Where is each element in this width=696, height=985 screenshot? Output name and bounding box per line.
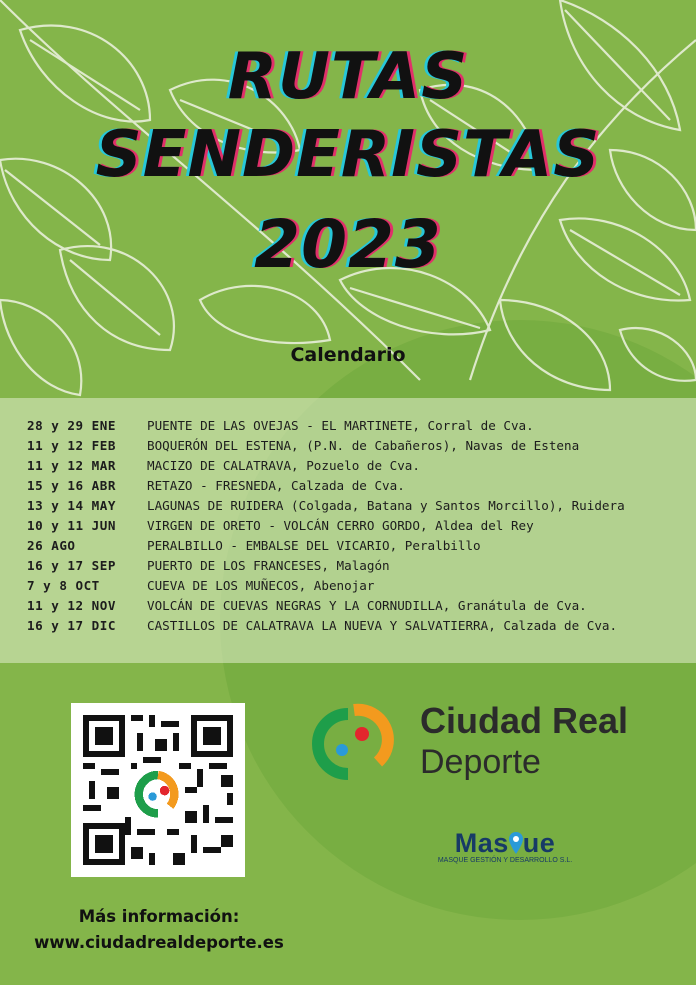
route-name: MACIZO DE CALATRAVA, Pozuelo de Cva. bbox=[147, 458, 420, 473]
masque-name-part2: ue bbox=[522, 828, 556, 858]
masque-name bbox=[430, 828, 580, 859]
masque-logo bbox=[430, 828, 580, 864]
route-name: VIRGEN DE ORETO - VOLCÁN CERRO GORDO, Aldea del Rey bbox=[147, 518, 534, 533]
route-date: 13 y 14 MAY bbox=[27, 498, 116, 513]
calendar-row bbox=[0, 578, 696, 598]
calendar-row bbox=[0, 598, 696, 618]
calendar-row bbox=[0, 458, 696, 478]
qr-code-icon bbox=[71, 703, 245, 877]
qr-code[interactable] bbox=[71, 703, 245, 877]
title-year: 2023 bbox=[254, 206, 442, 283]
title-line-1: RUTAS bbox=[227, 40, 469, 114]
route-name: LAGUNAS DE RUIDERA (Colgada, Batana y Santos Morcillo), Ruidera bbox=[147, 498, 625, 513]
brand-subname: Deporte bbox=[420, 743, 541, 781]
route-date: 28 y 29 ENE bbox=[27, 418, 116, 433]
route-date: 26 AGO bbox=[27, 538, 76, 553]
calendar-row bbox=[0, 558, 696, 578]
route-date: 11 y 12 FEB bbox=[27, 438, 116, 453]
route-name: PUENTE DE LAS OVEJAS - EL MARTINETE, Corral de Cva. bbox=[147, 418, 534, 433]
route-name: PERALBILLO - EMBALSE DEL VICARIO, Peralbillo bbox=[147, 538, 481, 553]
calendar-row bbox=[0, 478, 696, 498]
calendar-heading: Calendario bbox=[290, 344, 406, 366]
route-date: 16 y 17 DIC bbox=[27, 618, 116, 633]
route-name: VOLCÁN DE CUEVAS NEGRAS Y LA CORNUDILLA, Granátula de Cva. bbox=[147, 598, 587, 613]
more-info-label: Más información: bbox=[78, 907, 240, 926]
calendar-row bbox=[0, 498, 696, 518]
route-date: 7 y 8 OCT bbox=[27, 578, 100, 593]
calendar-table bbox=[0, 398, 696, 663]
route-name: PUERTO DE LOS FRANCESES, Malagón bbox=[147, 558, 390, 573]
title-line-2: SENDERISTAS bbox=[95, 118, 601, 192]
ciudad-real-deporte-logo bbox=[308, 700, 396, 788]
calendar-row bbox=[0, 618, 696, 638]
masque-name-part1: Mas bbox=[454, 828, 509, 858]
route-name: RETAZO - FRESNEDA, Calzada de Cva. bbox=[147, 478, 405, 493]
website-link[interactable]: www.ciudadrealdeporte.es bbox=[34, 933, 284, 952]
calendar-row bbox=[0, 538, 696, 558]
route-date: 15 y 16 ABR bbox=[27, 478, 116, 493]
route-name: BOQUERÓN DEL ESTENA, (P.N. de Cabañeros), Navas de Estena bbox=[147, 438, 580, 453]
more-info bbox=[0, 904, 318, 956]
calendar-row bbox=[0, 418, 696, 438]
route-date: 16 y 17 SEP bbox=[27, 558, 116, 573]
route-date: 11 y 12 NOV bbox=[27, 598, 116, 613]
route-date: 11 y 12 MAR bbox=[27, 458, 116, 473]
route-name: CUEVA DE LOS MUÑECOS, Abenojar bbox=[147, 578, 375, 593]
calendar-row bbox=[0, 518, 696, 538]
brand-name: Ciudad Real bbox=[420, 700, 629, 741]
calendar-row bbox=[0, 438, 696, 458]
location-pin-icon bbox=[509, 832, 523, 854]
masque-subtitle: MASQUE GESTIÓN Y DESARROLLO S.L. bbox=[437, 857, 573, 864]
route-date: 10 y 11 JUN bbox=[27, 518, 116, 533]
route-name: CASTILLOS DE CALATRAVA LA NUEVA Y SALVATIERRA, Calzada de Cva. bbox=[147, 618, 618, 633]
